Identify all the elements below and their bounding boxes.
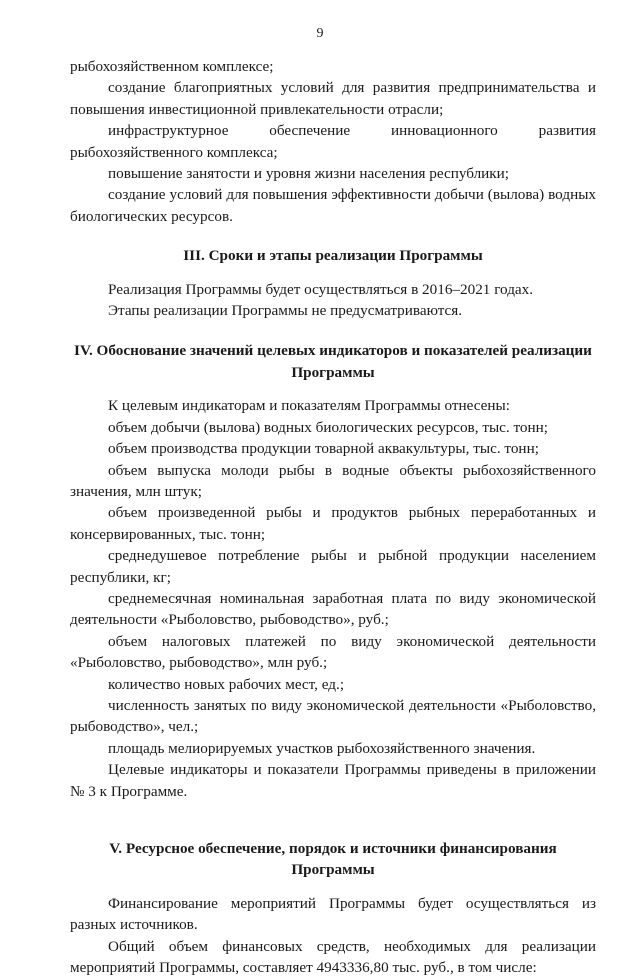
intro-paragraph: создание условий для повышения эффективности добычи (вылова) водных биологических ресурсов. [70,186,596,225]
section-4-paragraph: площадь мелиорируемых участков рыбохозяйственного значения. [108,739,536,757]
section-4-paragraph: численность занятых по виду экономической деятельности «Рыболовство, рыбоводство», чел.; [70,696,596,736]
page-number: 9 [316,26,324,41]
section-3-paragraph: Реализация Программы будет осуществляться в 2016–2021 годах. [108,280,534,298]
intro-paragraph: рыбохозяйственном комплексе; [70,58,274,75]
section-3-heading: III. Сроки и этапы реализации Программы [183,247,483,265]
section-4-paragraph: объем добычи (вылова) водных биологических ресурсов, тыс. тонн; [108,418,548,436]
document-body [70,56,596,978]
intro-paragraph: инфраструктурное обеспечение инновационного развития рыбохозяйственного комплекса; [70,122,596,161]
section-4-paragraph: среднемесячная номинальная заработная плата по виду экономической деятельности «Рыболовство, рыбоводство», руб.; [70,589,596,629]
section-5-paragraph: Финансирование мероприятий Программы будет осуществляться из разных источников. [70,894,596,934]
section-3-paragraph: Этапы реализации Программы не предусматриваются. [108,302,463,320]
section-4-paragraph: количество новых рабочих мест, ед.; [108,675,345,693]
section-4-paragraph: объем налоговых платежей по виду экономической деятельности «Рыболовство, рыбоводство», млн руб.; [70,632,596,672]
section-4-paragraph: объем произведенной рыбы и продуктов рыбных переработанных и консервированных, тыс. тонн; [70,504,596,543]
intro-paragraph: создание благоприятных условий для развития предпринимательства и повышения инвестиционной привлекательности отрасли; [70,79,596,118]
section-4-paragraph: К целевым индикаторам и показателям Программы отнесены: [108,397,510,415]
intro-paragraph: повышение занятости и уровня жизни населения республики; [108,165,510,183]
section-4-paragraph: среднедушевое потребление рыбы и рыбной продукции населением республики, кг; [70,547,596,586]
section-5-paragraph: Общий объем финансовых средств, необходимых для реализации мероприятий Программы, составляет 4943336,80 тыс. руб., в том числе: [70,937,596,977]
section-4-heading: IV. Обоснование значений целевых индикаторов и показателей реализации Программы [74,342,592,381]
section-5-heading: V. Ресурсное обеспечение, порядок и источники финансирования Программы [109,840,557,879]
section-4-paragraph: объем выпуска молоди рыбы в водные объекты рыбохозяйственного значения, млн штук; [70,461,596,500]
section-4-paragraph: Целевые индикаторы и показатели Программы приведены в приложении № 3 к Программе. [70,761,596,800]
section-4-paragraph: объем производства продукции товарной аквакультуры, тыс. тонн; [108,440,539,458]
